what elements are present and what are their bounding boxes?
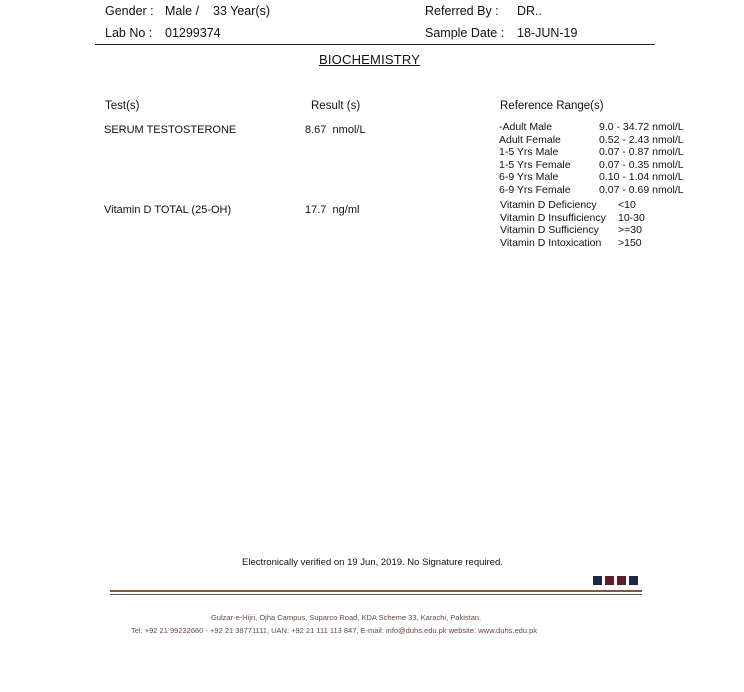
table-row [499, 171, 684, 184]
result-vitamin-d [305, 204, 359, 216]
table-row [500, 212, 645, 225]
reference-label: Vitamin D Deficiency [500, 199, 597, 211]
reference-table-testosterone [499, 121, 684, 197]
reference-range: >=30 [618, 224, 642, 237]
reference-range: <10 [618, 199, 636, 211]
result-testosterone [305, 124, 366, 136]
reference-label: Adult Female [499, 133, 561, 146]
footer-contact: Tel: +92 21 99232660 - +92 21 38771111, UAN: +92 21 111 113 847, E-mail: info@duhs.edu.pk website: www.duhs.edu.pk [131, 626, 538, 635]
lab-no-value: 01299374 [165, 26, 221, 40]
reference-label: 6-9 Yrs Female [499, 183, 571, 196]
footer-address: Gulzar-e-Hijri, Ojha Campus, Suparco Road, KDA Scheme 33, Karachi, Pakistan. [211, 613, 482, 622]
reference-table-vitamin-d [500, 199, 645, 249]
header-divider [95, 44, 655, 45]
column-header-test: Test(s) [105, 100, 140, 112]
section-title: BIOCHEMISTRY [319, 52, 421, 67]
table-row [500, 199, 645, 212]
result-value: 8.67 [305, 124, 327, 136]
reference-range: 9.0 - 34.72 nmol/L [599, 121, 684, 133]
table-row [500, 224, 645, 237]
reference-label: 1-5 Yrs Female [499, 158, 571, 171]
reference-range: >150 [618, 236, 642, 249]
reference-label: Vitamin D Insufficiency [500, 211, 606, 224]
sample-date-label: Sample Date : [425, 26, 505, 40]
table-row [499, 121, 684, 134]
table-row [500, 237, 645, 250]
column-header-result: Result (s) [311, 100, 361, 112]
brand-square-3 [617, 576, 626, 585]
brand-square-4 [629, 576, 638, 585]
reference-range: 0.52 - 2.43 nmol/L [599, 133, 684, 146]
reference-range: 0.10 - 1.04 nmol/L [599, 171, 684, 184]
reference-label: 1-5 Yrs Male [499, 146, 559, 159]
brand-square-2 [605, 576, 614, 585]
sample-date-value: 18-JUN-19 [517, 26, 578, 40]
reference-label: 6-9 Yrs Male [499, 171, 559, 184]
verification-note: Electronically verified on 19 Jun, 2019. No Signature required. [242, 557, 503, 568]
age-value: 33 Year(s) [213, 4, 270, 18]
table-row [499, 134, 684, 147]
column-header-reference: Reference Range(s) [500, 100, 604, 112]
test-name-testosterone: SERUM TESTOSTERONE [104, 124, 237, 136]
reference-range: 0.07 - 0.87 nmol/L [599, 146, 684, 159]
gender-value: Male / [165, 4, 200, 18]
reference-range: 10-30 [618, 211, 645, 224]
reference-range: 0.07 - 0.69 nmol/L [599, 183, 684, 196]
reference-label: Vitamin D Intoxication [500, 236, 602, 249]
test-name-vitamin-d: Vitamin D TOTAL (25-OH) [104, 204, 232, 216]
result-unit: ng/ml [332, 204, 360, 216]
result-unit: nmol/L [332, 124, 366, 136]
footer-divider-thin [110, 594, 642, 595]
referred-by-label: Referred By : [425, 4, 499, 18]
reference-label: Vitamin D Sufficiency [500, 224, 599, 237]
result-value: 17.7 [305, 204, 327, 216]
reference-range: 0.07 - 0.35 nmol/L [599, 158, 684, 171]
brand-square-1 [593, 576, 602, 585]
reference-label: -Adult Male [499, 121, 553, 133]
gender-label: Gender : [105, 4, 154, 18]
footer-divider-thick [110, 590, 642, 592]
lab-no-label: Lab No : [105, 26, 153, 40]
table-row [499, 159, 684, 172]
table-row [499, 146, 684, 159]
referred-by-value: DR.. [517, 4, 542, 18]
table-row [499, 184, 684, 197]
